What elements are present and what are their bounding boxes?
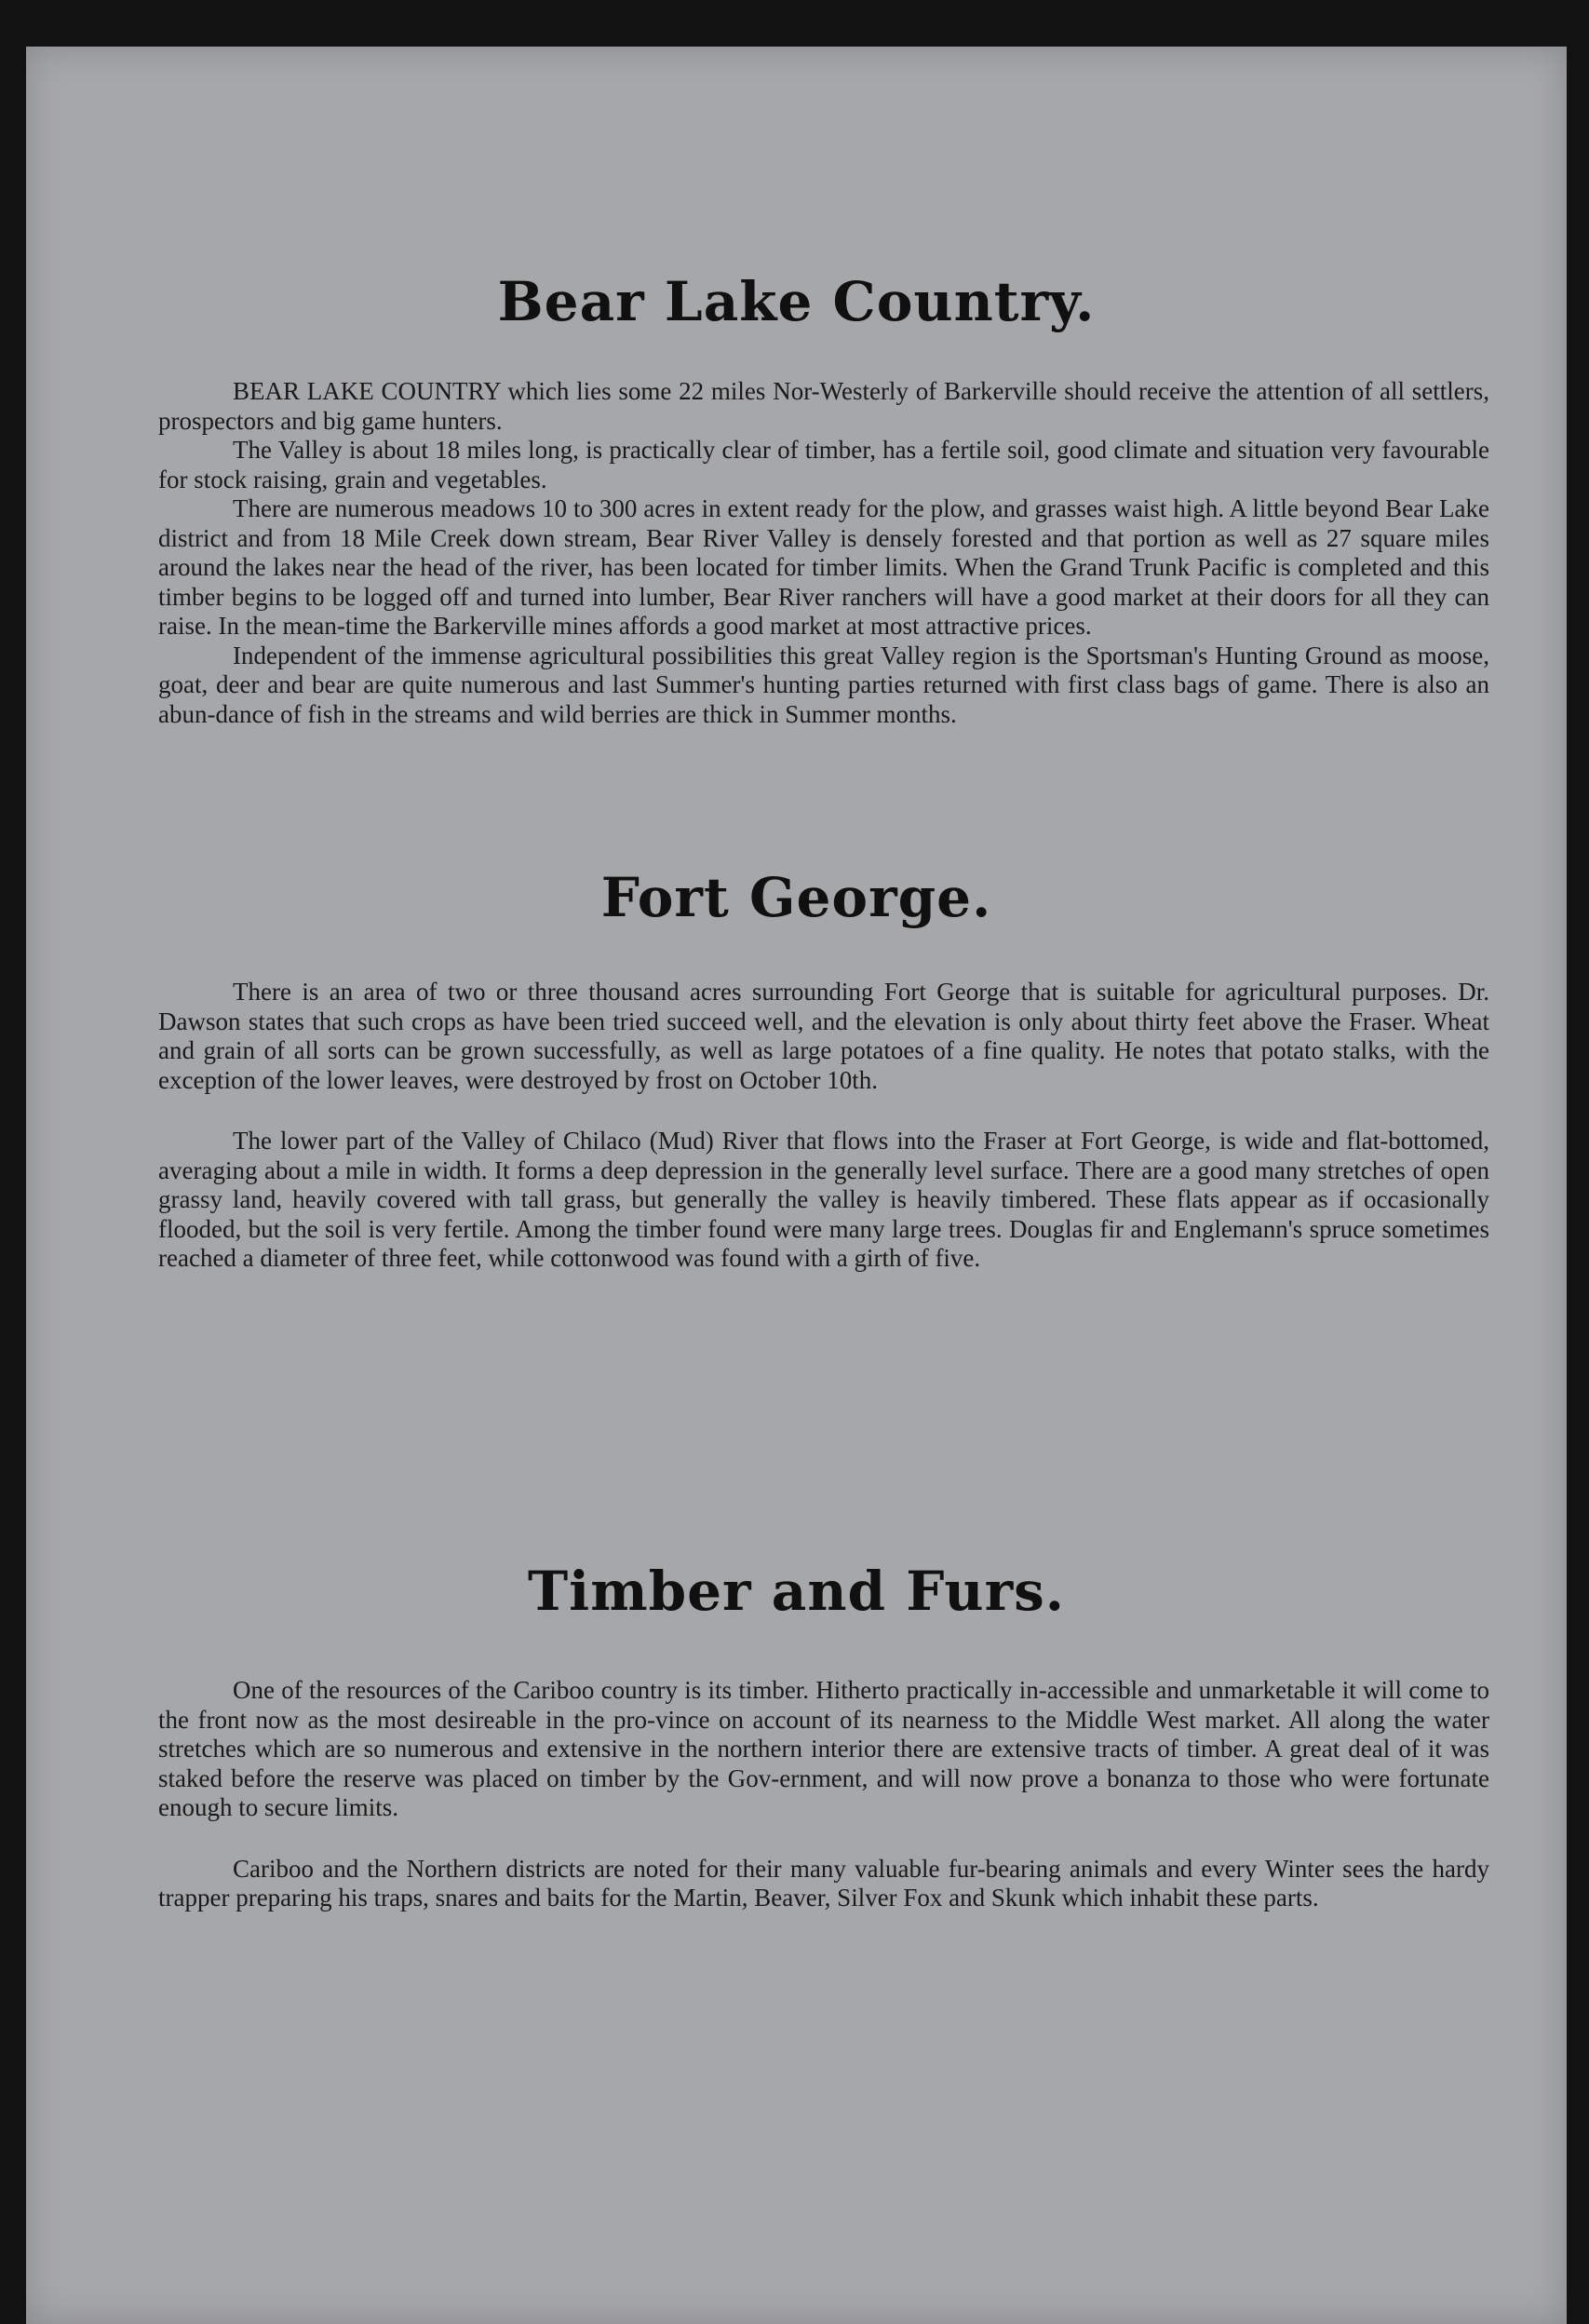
document-page xyxy=(26,47,1567,2324)
section-heading: Bear Lake Country. xyxy=(497,270,1096,333)
section-body-bear-lake xyxy=(158,377,1489,729)
section-heading: Fort George. xyxy=(600,866,992,929)
section-timber-and-furs xyxy=(26,1560,1567,1623)
paragraph: Independent of the immense agricultural possibilities this great Valley region is the Sportsman's Hunting Ground as moose, goat, deer and bear are quite numerous and last Summer's hunting parties returned with first class bags of game. There is also an abun-dance of fish in the streams and wild berries are thick in Summer months. xyxy=(158,641,1489,728)
section-body-timber-furs xyxy=(158,1676,1489,1913)
paragraph: BEAR LAKE COUNTRY which lies some 22 miles Nor-Westerly of Barkerville should receive the attention of all settlers, prospectors and big game hunters. xyxy=(158,377,1489,435)
section-heading: Timber and Furs. xyxy=(528,1560,1065,1623)
section-body-fort-george xyxy=(158,978,1489,1274)
paragraph: The Valley is about 18 miles long, is practically clear of timber, has a fertile soil, good climate and situation very favourable for stock raising, grain and vegetables. xyxy=(158,436,1489,493)
section-fort-george xyxy=(26,866,1567,929)
paragraph: Cariboo and the Northern districts are noted for their many valuable fur-bearing animals and every Winter sees the hardy trapper preparing his traps, snares and baits for the Martin, Beaver, Silver Fox and Skunk which inhabit these parts. xyxy=(158,1854,1489,1912)
paragraph: The lower part of the Valley of Chilaco (Mud) River that flows into the Fraser at Fort George, is wide and flat-bottomed, averaging about a mile in width. It forms a deep depression in the generally level surface. There are a good many stretches of open grassy land, heavily covered with tall grass, but generally the valley is heavily timbered. These flats appear as if occasionally flooded, but the soil is very fertile. Among the timber found were many large trees. Douglas fir and Englemann's spruce sometimes reached a diameter of three feet, while cottonwood was found with a girth of five. xyxy=(158,1127,1489,1272)
paragraph: One of the resources of the Cariboo country is its timber. Hitherto practically in-accessible and unmarketable it will come to the front now as the most desireable in the pro-vince on account of its nearness to the Middle West market. All along the water stretches which are so numerous and extensive in the northern interior there are extensive tracts of timber. A great deal of it was staked before the reserve was placed on timber by the Gov-ernment, and will now prove a bonanza to those who were fortunate enough to secure limits. xyxy=(158,1676,1489,1821)
paragraph: There is an area of two or three thousand acres surrounding Fort George that is suitable for agricultural purposes. Dr. Dawson states that such crops as have been tried succeed well, and the elevation is only about thirty feet above the Fraser. Wheat and grain of all sorts can be grown successfully, as well as large potatoes of a fine quality. He notes that potato stalks, with the exception of the lower leaves, were destroyed by frost on October 10th. xyxy=(158,978,1489,1094)
paragraph: There are numerous meadows 10 to 300 acres in extent ready for the plow, and grasses waist high. A little beyond Bear Lake district and from 18 Mile Creek down stream, Bear River Valley is densely forested and that portion as well as 27 square miles around the lakes near the head of the river, has been located for timber limits. When the Grand Trunk Pacific is completed and this timber begins to be logged off and turned into lumber, Bear River ranchers will have a good market at their doors for all they can raise. In the mean-time the Barkerville mines affords a good market at most attractive prices. xyxy=(158,494,1489,640)
section-bear-lake-country xyxy=(26,270,1567,333)
